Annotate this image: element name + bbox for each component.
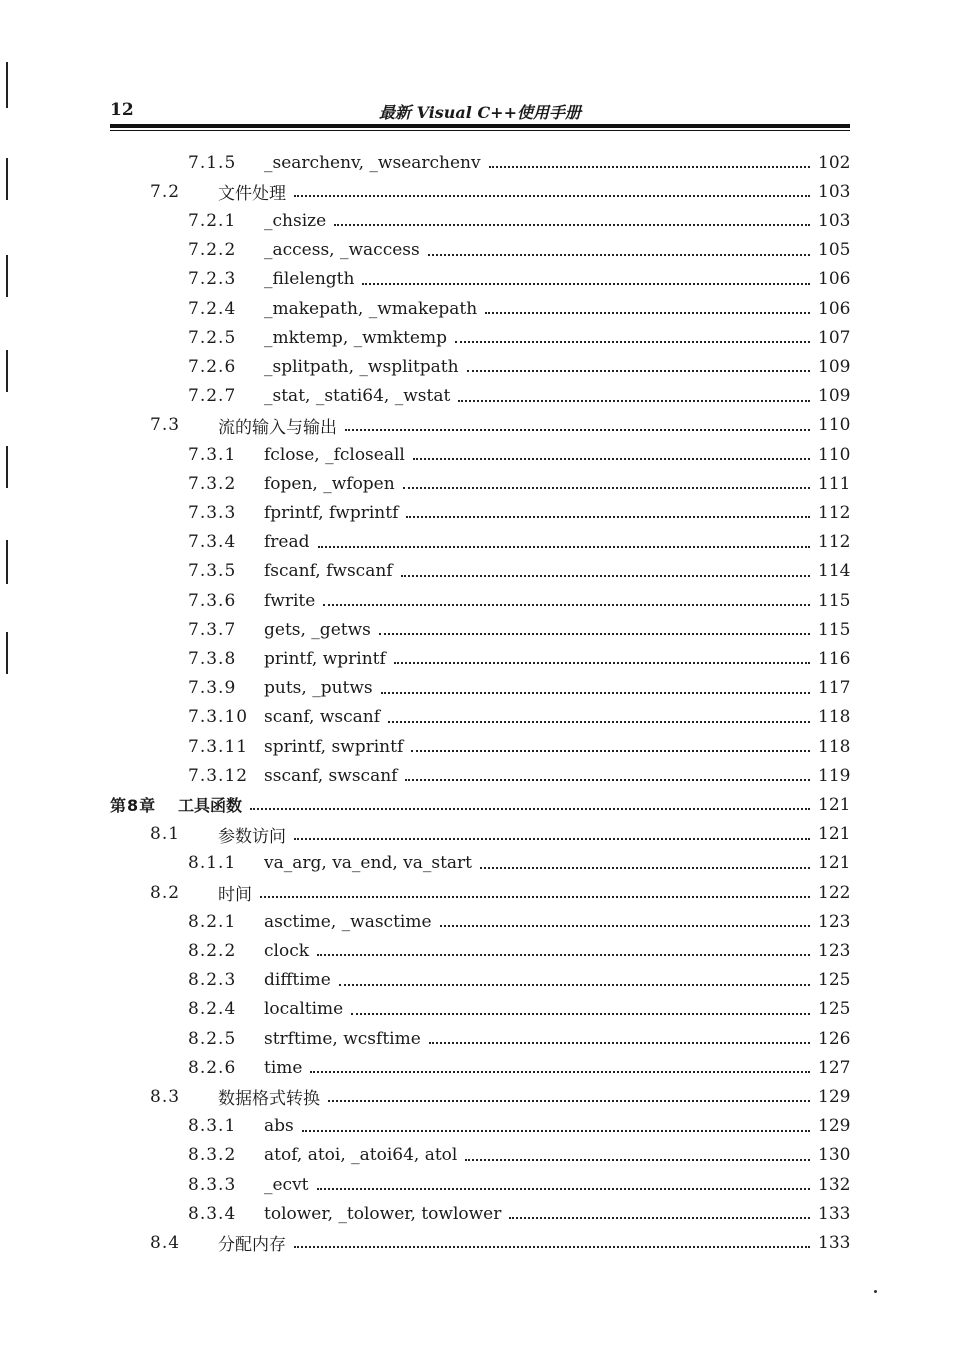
toc-dot-leader xyxy=(485,311,810,314)
toc-subsection-entry[interactable] xyxy=(188,1053,850,1082)
toc-page-number: 111 xyxy=(818,473,851,494)
toc-entry-number: 7.2.6 xyxy=(188,356,237,377)
toc-page-number: 123 xyxy=(818,940,851,961)
toc-dot-leader xyxy=(294,194,810,197)
toc-entry-number: 7.3.10 xyxy=(188,707,249,728)
toc-page-number: 130 xyxy=(818,1145,851,1166)
toc-entry-number: 7.3.6 xyxy=(188,590,237,611)
toc-entry-title: _filelength xyxy=(264,269,355,290)
toc-dot-leader xyxy=(345,428,810,431)
toc-subsection-entry[interactable] xyxy=(188,586,850,615)
toc-page-number: 109 xyxy=(818,386,851,407)
toc-subsection-entry[interactable] xyxy=(188,265,850,294)
toc-page-number: 132 xyxy=(818,1174,851,1195)
toc-entry-title: _stat, _stati64, _wstat xyxy=(264,386,451,407)
toc-entry-number: 7.3.5 xyxy=(188,561,237,582)
toc-dot-leader xyxy=(509,1216,810,1219)
toc-entry-number: 8.2.4 xyxy=(188,999,237,1020)
toc-page-number: 125 xyxy=(818,970,851,991)
toc-subsection-entry[interactable] xyxy=(188,352,850,381)
toc-page-number: 133 xyxy=(818,1232,851,1253)
toc-entry-title: 参数访问 xyxy=(218,826,286,847)
toc-entry-title: _searchenv, _wsearchenv xyxy=(264,152,481,173)
stray-dot xyxy=(874,1290,877,1293)
toc-entry-number: 7.2.3 xyxy=(188,269,237,290)
toc-entry-title: fclose, _fcloseall xyxy=(264,444,405,465)
toc-dot-leader xyxy=(455,340,810,343)
toc-entry-number: 7.2.4 xyxy=(188,298,237,319)
toc-subsection-entry[interactable] xyxy=(188,148,850,177)
toc-entry-title: fscanf, fwscanf xyxy=(264,561,393,582)
page-header xyxy=(110,98,850,124)
toc-subsection-entry[interactable] xyxy=(188,995,850,1024)
toc-dot-leader xyxy=(260,895,810,898)
toc-entry-title: atof, atoi, _atoi64, atol xyxy=(264,1145,458,1166)
toc-dot-leader xyxy=(294,1245,810,1248)
toc-dot-leader xyxy=(362,282,810,285)
toc-subsection-entry[interactable] xyxy=(188,849,850,878)
toc-entry-number: 8.3.4 xyxy=(188,1203,237,1224)
toc-subsection-entry[interactable] xyxy=(188,498,850,527)
toc-page-number: 115 xyxy=(818,619,851,640)
toc-section-entry[interactable] xyxy=(150,878,850,907)
toc-entry-title: _mktemp, _wmktemp xyxy=(264,327,447,348)
toc-dot-leader xyxy=(323,603,810,606)
toc-entry-title: _splitpath, _wsplitpath xyxy=(264,356,459,377)
toc-dot-leader xyxy=(428,253,810,256)
toc-entry-number: 8.1 xyxy=(150,824,181,845)
toc-subsection-entry[interactable] xyxy=(188,440,850,469)
toc-dot-leader xyxy=(403,486,810,489)
toc-dot-leader xyxy=(440,924,810,927)
toc-dot-leader xyxy=(334,223,810,226)
toc-dot-leader xyxy=(317,953,810,956)
toc-subsection-entry[interactable] xyxy=(188,528,850,557)
toc-dot-leader xyxy=(465,1158,810,1161)
toc-section-entry[interactable] xyxy=(150,820,850,849)
toc-entry-number: 7.3 xyxy=(150,415,181,436)
toc-page-number: 119 xyxy=(818,765,851,786)
toc-dot-leader xyxy=(406,515,810,518)
toc-dot-leader xyxy=(394,661,810,664)
toc-dot-leader xyxy=(310,1070,810,1073)
toc-page-number: 118 xyxy=(818,707,851,728)
toc-dot-leader xyxy=(250,807,810,810)
toc-page-number: 122 xyxy=(818,882,851,903)
toc-entry-title: 文件处理 xyxy=(218,184,286,205)
toc-page-number: 129 xyxy=(818,1116,851,1137)
toc-entry-number: 7.3.8 xyxy=(188,648,237,669)
toc-dot-leader xyxy=(480,866,810,869)
toc-entry-number: 7.3.11 xyxy=(188,736,249,757)
toc-page-number: 106 xyxy=(818,298,851,319)
toc-page-number: 116 xyxy=(818,648,851,669)
toc-section-entry[interactable] xyxy=(150,411,850,440)
toc-subsection-entry[interactable] xyxy=(188,703,850,732)
toc-entry-number: 8.3.3 xyxy=(188,1174,237,1195)
toc-page-number: 110 xyxy=(818,444,851,465)
toc-subsection-entry[interactable] xyxy=(188,1199,850,1228)
toc-entry-number: 8.2 xyxy=(150,882,181,903)
toc-entry-title: 数据格式转换 xyxy=(218,1089,320,1110)
toc-dot-leader xyxy=(318,545,811,548)
toc-subsection-entry[interactable] xyxy=(188,732,850,761)
margin-mark xyxy=(6,632,8,674)
toc-page-number: 105 xyxy=(818,240,851,261)
toc-subsection-entry[interactable] xyxy=(188,936,850,965)
toc-page-number: 121 xyxy=(818,853,851,874)
toc-entry-title: asctime, _wasctime xyxy=(264,911,432,932)
toc-dot-leader xyxy=(401,574,810,577)
toc-subsection-entry[interactable] xyxy=(188,615,850,644)
margin-mark xyxy=(6,158,8,200)
toc-subsection-entry[interactable] xyxy=(188,1170,850,1199)
toc-page-number: 121 xyxy=(818,794,851,815)
toc-entry-title: localtime xyxy=(264,999,344,1020)
toc-entry-title: clock xyxy=(264,940,310,961)
toc-entry-title: fread xyxy=(264,532,310,553)
margin-mark xyxy=(6,446,8,488)
toc-page-number: 127 xyxy=(818,1057,851,1078)
toc-entry-number: 7.2.2 xyxy=(188,240,237,261)
toc-subsection-entry[interactable] xyxy=(188,294,850,323)
margin-mark xyxy=(6,255,8,297)
toc-subsection-entry[interactable] xyxy=(188,236,850,265)
toc-entry-number: 8.2.2 xyxy=(188,940,237,961)
toc-entry-number: 8.3.1 xyxy=(188,1116,237,1137)
toc-subsection-entry[interactable] xyxy=(188,1112,850,1141)
toc-subsection-entry[interactable] xyxy=(188,1024,850,1053)
toc-chapter-entry[interactable] xyxy=(110,790,850,819)
toc-entry-title: puts, _putws xyxy=(264,678,373,699)
toc-entry-number: 7.3.3 xyxy=(188,502,237,523)
toc-entry-number: 7.3.12 xyxy=(188,765,249,786)
toc-entry-number: 7.1.5 xyxy=(188,152,237,173)
toc-dot-leader xyxy=(489,165,810,168)
toc-entry-title: va_arg, va_end, va_start xyxy=(264,853,473,874)
toc-page-number: 103 xyxy=(818,181,851,202)
toc-entry-number: 8.2.5 xyxy=(188,1028,237,1049)
margin-mark xyxy=(6,350,8,392)
toc-entry-title: difftime xyxy=(264,970,331,991)
toc-entry-title: 流的输入与输出 xyxy=(218,417,337,438)
toc-page-number: 129 xyxy=(818,1086,851,1107)
toc-entry-number: 7.3.2 xyxy=(188,473,237,494)
toc-entry-number: 8.2.6 xyxy=(188,1057,237,1078)
toc-entry-number: 7.3.7 xyxy=(188,619,237,640)
toc-section-entry[interactable] xyxy=(150,177,850,206)
toc-entry-title: scanf, wscanf xyxy=(264,707,380,728)
toc-entry-title: 分配内存 xyxy=(218,1235,286,1256)
toc-entry-number: 8.3 xyxy=(150,1086,181,1107)
toc-entry-number: 8.4 xyxy=(150,1232,181,1253)
toc-entry-number: 8.3.2 xyxy=(188,1145,237,1166)
toc-page-number: 112 xyxy=(818,532,851,553)
toc-entry-title: _makepath, _wmakepath xyxy=(264,298,478,319)
toc-dot-leader xyxy=(467,369,810,372)
toc-entry-title: abs xyxy=(264,1116,294,1137)
toc-dot-leader xyxy=(411,749,810,752)
toc-subsection-entry[interactable] xyxy=(188,644,850,673)
toc-dot-leader xyxy=(429,1041,810,1044)
toc-entry-title: fopen, _wfopen xyxy=(264,473,395,494)
toc-entry-title: fwrite xyxy=(264,590,316,611)
toc-dot-leader xyxy=(413,457,810,460)
toc-dot-leader xyxy=(381,691,810,694)
toc-entry-title: strftime, wcsftime xyxy=(264,1028,421,1049)
toc-section-entry[interactable] xyxy=(150,1082,850,1111)
toc-section-entry[interactable] xyxy=(150,1228,850,1257)
header-rule-thick xyxy=(110,124,850,128)
toc-entry-number: 8.1.1 xyxy=(188,853,237,874)
toc-entry-number: 7.3.4 xyxy=(188,532,237,553)
toc-page-number: 126 xyxy=(818,1028,851,1049)
toc-entry-number: 7.2.1 xyxy=(188,210,237,231)
toc-subsection-entry[interactable] xyxy=(188,469,850,498)
toc-entry-number: 7.2 xyxy=(150,181,181,202)
toc-page-number: 109 xyxy=(818,356,851,377)
toc-page-number: 112 xyxy=(818,502,851,523)
toc-dot-leader xyxy=(294,837,810,840)
toc-entry-title: 时间 xyxy=(218,885,252,905)
toc-page-number: 117 xyxy=(818,678,851,699)
toc-entry-title: tolower, _tolower, towlower xyxy=(264,1203,502,1224)
toc-entry-title: sprintf, swprintf xyxy=(264,736,404,757)
toc-page-number: 114 xyxy=(818,561,851,582)
toc-dot-leader xyxy=(405,778,810,781)
toc-subsection-entry[interactable] xyxy=(188,206,850,235)
toc-entry-number: 8.2.1 xyxy=(188,911,237,932)
header-rule-thin xyxy=(110,130,850,131)
toc-dot-leader xyxy=(339,983,810,986)
toc-entry-title: 工具函数 xyxy=(178,796,243,816)
toc-entry-number: 7.2.7 xyxy=(188,386,237,407)
toc-entry-number: 第8章 xyxy=(110,796,157,816)
toc-page-number: 123 xyxy=(818,911,851,932)
toc-entry-title: gets, _getws xyxy=(264,619,371,640)
toc-page-number: 110 xyxy=(818,415,851,436)
page-number: 12 xyxy=(110,100,134,120)
toc-page-number: 107 xyxy=(818,327,851,348)
toc-entry-title: _chsize xyxy=(264,210,327,231)
toc-entry-number: 8.2.3 xyxy=(188,970,237,991)
toc-entry-title: printf, wprintf xyxy=(264,648,386,669)
toc-dot-leader xyxy=(388,720,810,723)
toc-subsection-entry[interactable] xyxy=(188,382,850,411)
toc-page-number: 133 xyxy=(818,1203,851,1224)
toc-page-number: 106 xyxy=(818,269,851,290)
toc-subsection-entry[interactable] xyxy=(188,557,850,586)
toc-page-number: 118 xyxy=(818,736,851,757)
running-title: 最新 Visual C++使用手册 xyxy=(379,103,581,122)
toc-subsection-entry[interactable] xyxy=(188,761,850,790)
toc-subsection-entry[interactable] xyxy=(188,674,850,703)
toc-subsection-entry[interactable] xyxy=(188,907,850,936)
toc-entry-number: 7.3.1 xyxy=(188,444,237,465)
margin-mark xyxy=(6,540,8,584)
margin-mark xyxy=(6,62,8,108)
toc-entry-number: 7.2.5 xyxy=(188,327,237,348)
toc-page-number: 102 xyxy=(818,152,851,173)
toc-entry-title: fprintf, fwprintf xyxy=(264,502,399,523)
toc-dot-leader xyxy=(351,1012,810,1015)
toc-entry-number: 7.3.9 xyxy=(188,678,237,699)
toc-dot-leader xyxy=(458,399,810,402)
toc-subsection-entry[interactable] xyxy=(188,323,850,352)
toc-entry-title: time xyxy=(264,1057,303,1078)
toc-page-number: 103 xyxy=(818,210,851,231)
toc-page-number: 115 xyxy=(818,590,851,611)
toc-page-number: 125 xyxy=(818,999,851,1020)
toc-dot-leader xyxy=(328,1099,810,1102)
toc-entry-title: _ecvt xyxy=(264,1174,309,1195)
toc-dot-leader xyxy=(379,632,810,635)
toc-dot-leader xyxy=(302,1129,810,1132)
toc-entry-title: sscanf, swscanf xyxy=(264,765,398,786)
toc-page-number: 121 xyxy=(818,824,851,845)
toc-subsection-entry[interactable] xyxy=(188,1141,850,1170)
toc-entry-title: _access, _waccess xyxy=(264,240,420,261)
toc-dot-leader xyxy=(317,1187,810,1190)
toc-subsection-entry[interactable] xyxy=(188,966,850,995)
